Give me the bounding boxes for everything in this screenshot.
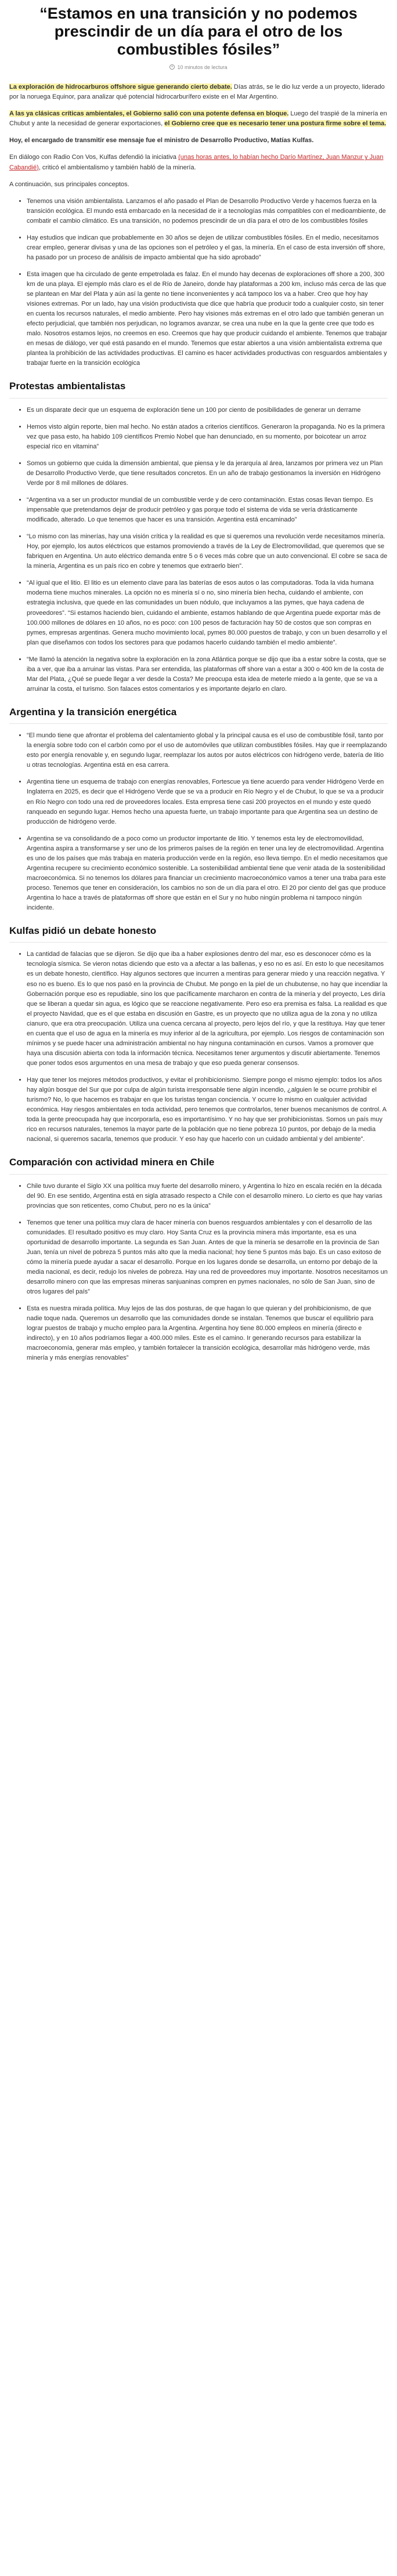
list-item: • La cantidad de falacias que se dijeron. Se dijo que iba a haber explosiones dentro del mar, eso es desconocer cómo es la tecnología sísmica. Se vieron notas diciendo que esto va a afectar a las ballenas, y eso no es así. En esto lo que necesitamos es un debate honesto, científico. Hay algunos sectores que incurren a mentiras para generar miedo y una reacción negativa. Y eso no es bueno. Es lo que nos pasó en la provincia de Chubut. Me pongo en la piel de un chubutense, no hay que incendiar la Gobernación porque eso es repudiable, sino los que pacíficamente marcharon en contra de la minería y del proyecto, Les diría que se liberan a quedar sin agua, es lógico que se reaccione negativamente. Pero eso era premisa es falsa. La realidad es que el proyecto Navidad, que es el que estaba en discusión en Gastre, es un proyecto que no utiliza agua de la zona y no utiliza cianuro, que era otra preocupación. Utiliza una cuenca cercana al proyecto, pero lejos del río, y que la restituya. Hay que tener en cuenta que el uso de agua en la minería es muy inferior al de la agricultura, por ejemplo. Los riesgos de contaminación son mínimos y se puede hacer una administración ambiental no hay ninguna contaminación en cursos. Vamos a promover que haya una discusión abierta con toda la información técnica. Necesitamos tener argumentos y discutir abiertamente. Tenemos que poner todos esos argumentos en una mesa de trabajo y que eso pueda generar consensos.	[27, 950, 388, 1068]
list-item: • “Al igual que el litio. El litio es un elemento clave para las baterías de esos autos o las computadoras. Toda la vida humana moderna tiene muchos minerales. La opción no es minería sí o no, sino minería bien hecha, cuidando el ambiente, con estrategia inclusiva, que quede en las comunidades un buen nódulo, que incluyamos a las pymes, que haya cadena de proveedores”. “Si estamos haciendo bien, cuidando el ambiente, estamos hablando de que Argentina puede exportar más de 100.000 millones de dólares en 10 años, no es poco: con 100 pesos de facturación hay 50 de costos que son compras en pymes, empresas argentinas. Genera mucho movimiento local, pymes 80.000 puestos de trabajo, y con un buen desarrollo y el plan que diseñamos con todos los sectores para que podamos hacerlo cuidando también el medio ambiente”.	[27, 578, 388, 647]
bullet-list	[9, 731, 388, 913]
inline-link[interactable]: (unas horas antes, lo habían hecho Darío Martínez, Juan Manzur y Juan Cabandié)	[9, 154, 384, 171]
section-heading: Comparación con actividad minera en Chile	[9, 1155, 388, 1174]
section-heading: Kulfas pidió un debate honesto	[9, 923, 388, 943]
read-time	[9, 64, 388, 72]
article-intro	[9, 82, 388, 189]
intro-paragraph: Hoy, el encargado de transmitir ese mensaje fue el ministro de Desarrollo Productivo, Matías Kulfas.	[9, 137, 314, 144]
list-item: • Somos un gobierno que cuida la dimensión ambiental, que piensa y le da jerarquía al área, lanzamos por primera vez un Plan de Desarrollo Productivo Verde, que tiene resultados concretos. En un año de trabajo gestionamos la inversión en Hidrógeno Verde por 8 mil millones de dólares.	[27, 459, 388, 488]
list-item: • “Me llamó la atención la negativa sobre la exploración en la zona Atlántica porque se dijo que iba a estar sobre la costa, que se iba a ver, que iba a arruinar las vistas. Para ser entendida, las plataformas off shore van a estar a 300 o 400 km de la costa de Mar del Plata, ¿Qué se puede llegar a ver desde la Costa? Me preocupa esta idea de meterle miedo a la gente, que se va a arruinar la costa, el turismo. Son falaces estos comentarios y es importante dejarlo en claro.	[27, 655, 388, 694]
list-item: • Tenemos que tener una política muy clara de hacer minería con buenos resguardos ambientales y con el desarrollo de las comunidades. El resultado positivo es muy claro. Hoy Santa Cruz es la provincia minera más importante, esa es una oportunidad de desarrollo importante. La segunda es San Juan. Antes de que la minería se desarrolle en la provincia de San Juan, tenía un nivel de pobreza 5 puntos más alto que la media nacional; hoy tiene 5 puntos más bajo. Es un caso exitoso de cómo la minería puede ayudar a sacar el desarrollo. Porque en los lugares donde se desarrolla, un entorno por debajo de la media nacional, es decir, redujo los niveles de pobreza. Hay una red de proveedores muy importante. Nosotros necesitamos un desarrollo minero con que las empresas mineras sanjuaninas compren en pymes nacionales, no sólo de San Juan, sino de otros lugares del país”	[27, 1218, 388, 1297]
list-item: • Tenemos una visión ambientalista. Lanzamos el año pasado el Plan de Desarrollo Productivo Verde y hacemos fuerza en la transición ecológica. El mundo está embarcado en la necesidad de ir a tecnologías más compatibles con el medioambiente, de combatir el cambio climático. Es una transición, no podemos prescindir de un día para el otro de los combustibles fósiles	[27, 197, 388, 226]
intro-paragraph	[9, 109, 388, 129]
list-item: • Es un disparate decir que un esquema de exploración tiene un 100 por ciento de posibilidades de generar un derrame	[27, 405, 388, 415]
list-item: • Hemos visto algún reporte, bien mal hecho. No están atados a criterios científicos. Generaron la propaganda. No es la primera vez que pasa esto, ha habido 109 científicos Premio Nobel que han denunciado, en su momento, por boicotear un arroz especial rico en vitamina”	[27, 422, 388, 452]
list-item: • Hay que tener los mejores métodos productivos, y evitar el prohibicionismo. Siempre pongo el mismo ejemplo: todos los años hay algún bosque del Sur que por culpa de algún turista irresponsable tiene algún incendio, ¿alguien le se ocurre prohibir el turismo? No, lo que hacemos es trabajar en que los turistas tengan conciencia. Y ocurre lo mismo en cualquier actividad económica. Hay riesgos ambientales en toda actividad, pero tenemos que controlarlos, tener buenos mecanismos de control. A toda la gente preocupada hay que incorporarla, eso es importantísimo. Y no hay que ser prohibicionistas. Somos un país muy rico en recursos naturales, tenemos la mayor parte de la población que no tiene pobreza 10 puntos, por debajo de la media nacional, si queremos sacarla, tenemos que producir. Y eso hay que hacerlo con un cuidado ambiental y del ambiente”.	[27, 1075, 388, 1144]
intro-paragraph	[9, 82, 388, 102]
clock-icon	[169, 64, 175, 70]
bullet-list	[9, 405, 388, 694]
list-item: • Esta imagen que ha circulado de gente empetrolada es falaz. En el mundo hay decenas de exploraciones off shore a 200, 300 km de una playa. El ejemplo más claro es el de Río de Janeiro, donde hay plataformas a 200 km, incluso más cerca de las que se plantean en Mar del Plata y aún así la gente no tiene inconvenientes y acá tampoco los va a haber. Creo que hoy hay visiones extremas. Por un lado, hay una visión productivista que dice que habría que producir todo a cualquier costo, sin tener en cuenta los recursos naturales, el medio ambiente. Pero hay visiones más extremas en el otro lado que también generan un efecto perjudicial, que también nos perjudican, no logramos avanzar, se crea una nube en la que la gente cree que todo es malo. Nosotros estamos lejos, no creemos en eso. Creemos que hay que producir cuidando el ambiente. Tenemos que trabajar en mesas de diálogo, ver qué está pasando en el mundo. Tenemos que estar abiertos a una visión ambientalista extrema que plantea la prohibición de las actividades productivas. El camino es hacer actividades productivas con resguardos ambientales y trabajar fuerte en la transición ecológica	[27, 270, 388, 368]
bullet-list	[9, 197, 388, 369]
highlight-text: La exploración de hidrocarburos offshore sigue generando cierto debate.	[9, 84, 232, 91]
list-item: • Hay estudios que indican que probablemente en 30 años se dejen de utilizar combustibles fósiles. En el medio, necesitamos crear empleo, generar divisas y una de las opciones son el petróleo y el gas, la minería. En el caso de esta inversión off shore, ha pasado por un proceso de análisis de impacto ambiental que ha sido aprobado”	[27, 233, 388, 263]
bullet-list	[9, 1182, 388, 1364]
intro-paragraph	[9, 153, 388, 172]
paragraph-text: Días atrás, se le dio luz verde a un proyecto, liderado por la noruega Equinor, para analizar qué potencial hidrocarburífero existe en el Mar Argentino.	[9, 84, 385, 101]
list-item: • Esta es nuestra mirada política. Muy lejos de las dos posturas, de que hagan lo que quieran y del prohibicionismo, de que nadie toque nada. Queremos un desarrollo que las comunidades donde se instalan. Tenemos que buscar el equilibrio para lograr puestos de trabajo y mucho empleo para la Argentina. Argentina hoy tiene 80.000 empleos en minería (directo e indirecto), y en 10 años podríamos llegar a 400.000 miles. Este es el camino. Ir generando recursos para estabilizar la macroeconomía, generar más empleo, y también fortalecer la transición ecológica, desarrollar más hidrógeno verde, más minería y más energías renovables”	[27, 1304, 388, 1363]
read-time-label: 10 minutos de lectura	[177, 64, 228, 71]
list-item: • Argentina se va consolidando de a poco como un productor importante de litio. Y tenemos esta ley de electromovilidad, Argentina aspira a transformarse y ser uno de los primeros países de la región en tener una ley de electromovilidad. Argentina es uno de los países que más trabaja en materia producción verde en la región, eso lleva tiempo. En el medio necesitamos que Argentina recupere su crecimiento económico sostenible. La sostenibilidad ambiental tiene que venir atada de la sostenibilidad macroeconómica. Si no tenemos los dólares para financiar un crecimiento macroeconómico vamos a tener una traba para este proceso. Tenemos que tener en consideración, los cambios no son de un día para el otro. El 20 por ciento del gas que produce Argentina lo hace a través de plataformas off shore que están en el Sur y no hubo ningún problema ni tampoco ningún incidente.	[27, 834, 388, 913]
paragraph-text: En diálogo con Radio Con Vos, Kulfas defendió la iniciativa	[9, 154, 179, 161]
article-title: “Estamos en una transición y no podemos prescindir de un día para el otro de los combustibles fósiles”	[39, 5, 358, 58]
list-item: • “Argentina va a ser un productor mundial de un combustible verde y de cero contaminación. Estas cosas llevan tiempo. Es impensable que pretendamos dejar de producir petróleo y gas porque todo el sistema de vida se vería drásticamente modificado, alterado. Lo que tenemos que hacer es una transición. Argentina está encaminado”	[27, 495, 388, 525]
section-heading: Protestas ambientalistas	[9, 379, 388, 398]
list-item: • Argentina tiene un esquema de trabajo con energías renovables, Fortescue ya tiene acuerdo para vender Hidrógeno Verde en Inglaterra en 2025, es decir que el Hidrógeno Verde que se va a producir en Río Negro y el de Chubut, lo que se va a producir en Río Negro con todo una red de proveedores locales. Esta empresa tiene casi 200 proyectos en el mundo y este quedó ranqueado en segundo lugar. Hemos hecho una apuesta fuerte, un trabajo importante para que Argentina sea un destino de producción de hidrógeno verde.	[27, 777, 388, 827]
list-item: • “El mundo tiene que afrontar el problema del calentamiento global y la principal causa es el uso de combustible fósil, tanto por la energía sobre todo con el carbón como por el uso de automóviles que utilizan combustibles fósiles. Hay que ir reemplazando esto por energía renovable y, en segundo lugar, reemplazar los autos por autos eléctricos con hidrógeno verde, batería de litio u otras tecnologías. Argentina está en esa carrera.	[27, 731, 388, 770]
intro-paragraph: A continuación, sus principales conceptos.	[9, 180, 129, 188]
paragraph-text: Luego del traspié de la minería en Chubut y ante la necesidad de generar exportaciones,	[9, 110, 387, 128]
section-heading: Argentina y la transición energética	[9, 705, 388, 724]
list-item: • Chile tuvo durante el Siglo XX una política muy fuerte del desarrollo minero, y Argentina lo hizo en escala recién en la década del 90. En ese sentido, Argentina está en sigla atrasado respecto a Chile con el desarrollo minero. Lo cierto es que hay varias provincias que son reticentes, como Chubut, pero no es la única”	[27, 1182, 388, 1211]
list-item: • “Lo mismo con las minerías, hay una visión crítica y la realidad es que si queremos una revolución verde necesitamos minería. Hoy, por ejemplo, los autos eléctricos que estamos promoviendo a través de la Ley de Electromovilidad, que queremos que se fabriquen en Argentina. Un auto eléctrico demanda entre 5 o 6 veces más cobre que un auto convencional. El cobre se saca de la minería, Argentina es un país rico en cobre y tenemos que extraerlo bien”.	[27, 532, 388, 571]
highlight-text: A las ya clásicas críticas ambientales, el Gobierno salió con una potente defensa en bloque.	[9, 110, 289, 118]
highlight-text: el Gobierno cree que es necesario tener una postura firme sobre el tema.	[164, 120, 387, 128]
paragraph-text: , criticó el ambientalismo y también habló de la minería.	[38, 164, 196, 171]
bullet-list	[9, 950, 388, 1144]
